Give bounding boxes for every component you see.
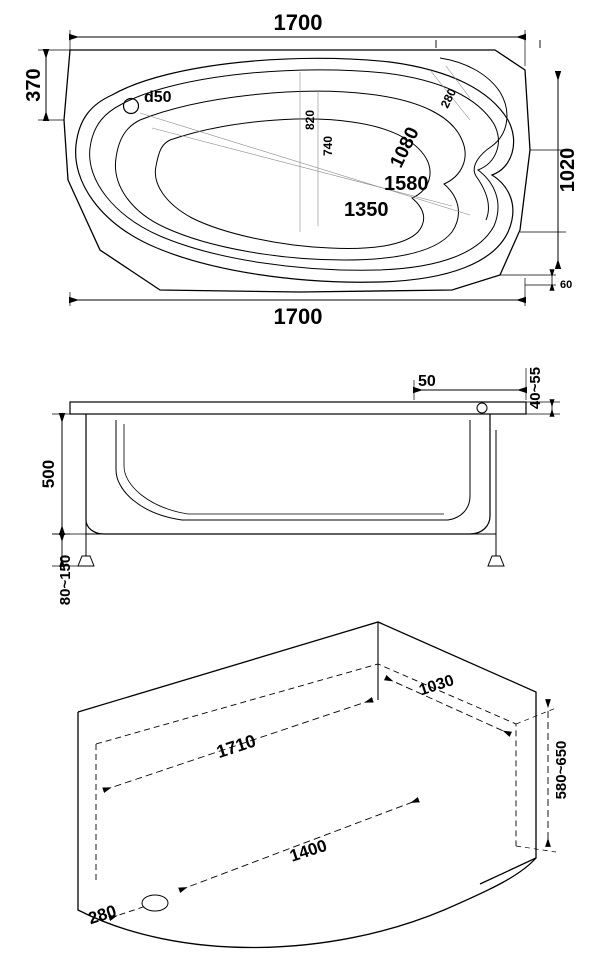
label-500: 500: [39, 459, 58, 489]
label-1020: 1020: [557, 147, 579, 193]
drain-hole-icon: [124, 99, 139, 114]
label-d50: d50: [144, 89, 172, 106]
label-4055: 40~55: [527, 366, 544, 410]
front-inner: [116, 420, 470, 520]
label-iso-280: 280: [85, 901, 119, 929]
label-370: 370: [23, 68, 45, 102]
label-1030: 1030: [417, 672, 457, 700]
iso-inner-top: [96, 664, 516, 846]
foot-right: [488, 556, 504, 566]
label-1080: 1080: [386, 123, 424, 172]
label-60: 60: [560, 279, 573, 291]
label-280: 280: [437, 86, 460, 111]
front-body: [86, 414, 490, 534]
label-1350: 1350: [344, 199, 389, 221]
foot-left: [78, 556, 94, 566]
iso-front-curve: [78, 712, 536, 948]
label-80150: 80~150: [57, 554, 74, 606]
label-1580: 1580: [384, 173, 429, 195]
label-820: 820: [303, 109, 317, 131]
label-740: 740: [321, 135, 335, 157]
label-1400: 1400: [287, 835, 330, 866]
label-580650: 580~650: [553, 740, 570, 800]
front-drain-icon: [477, 403, 487, 413]
label-top-1700: 1700: [273, 10, 323, 35]
iso-drain-icon: [142, 895, 168, 911]
label-1710: 1710: [214, 730, 259, 762]
front-rim: [70, 402, 526, 414]
label-50: 50: [418, 373, 436, 390]
front-inner-2: [124, 424, 444, 514]
label-bottom-1700: 1700: [273, 304, 323, 329]
